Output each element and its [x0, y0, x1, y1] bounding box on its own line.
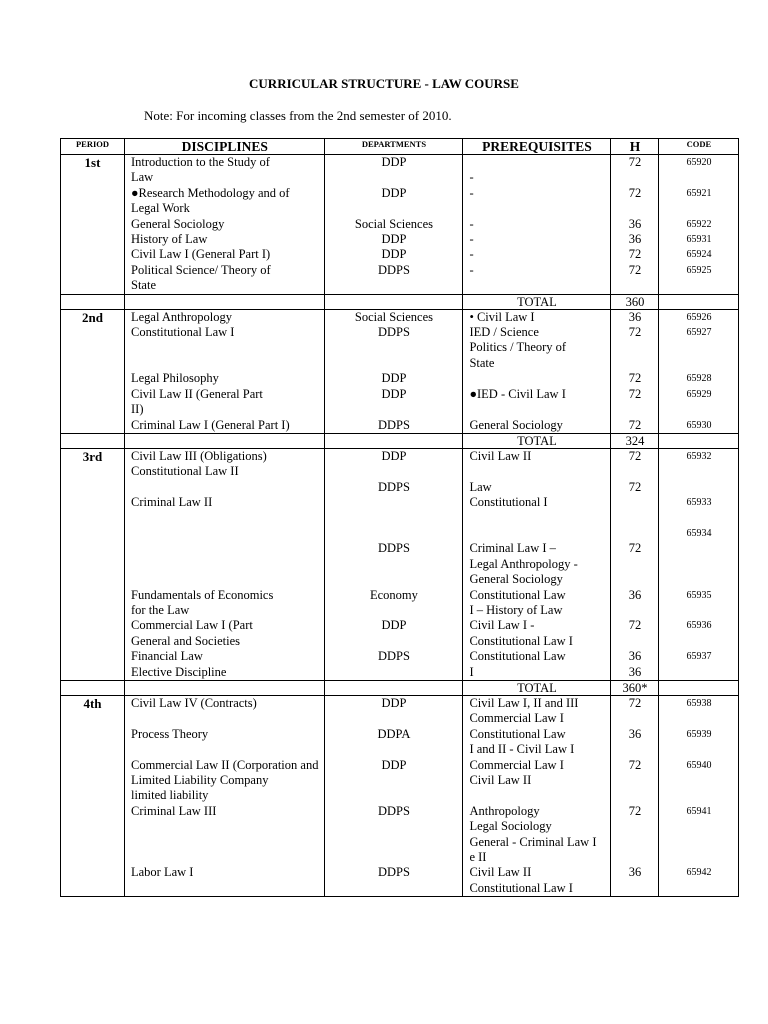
hours-line: 72: [628, 696, 642, 710]
discipline-line: [131, 526, 318, 541]
code-line: [665, 201, 732, 216]
discipline-line: Commercial Law I (Part: [131, 618, 253, 633]
department-line: DDPS: [377, 479, 410, 494]
codes-cell: [659, 155, 739, 295]
department-line: DDPS: [377, 865, 410, 880]
code-line: [665, 711, 732, 726]
department-line: DDPS: [377, 262, 410, 277]
hours-line: [617, 495, 652, 510]
discipline-line: [131, 850, 318, 865]
header-hours: H: [611, 139, 659, 155]
discipline-line: [131, 557, 318, 572]
code-line: 65938: [686, 698, 712, 709]
prerequisite-line: Constitutional Law I: [469, 880, 573, 895]
discipline-line: Law: [131, 170, 154, 185]
discipline-line: Labor Law I: [131, 865, 194, 880]
total-empty-cell: [325, 433, 463, 448]
department-line: [331, 495, 456, 510]
total-empty-cell: [61, 681, 125, 696]
discipline-line: Fundamentals of Economics: [131, 587, 274, 602]
hours-line: [617, 881, 652, 896]
total-label: TOTAL: [463, 681, 611, 696]
total-hours: 360: [611, 294, 659, 309]
department-line: [331, 402, 456, 417]
prerequisite-line: Civil Law II: [469, 773, 532, 788]
hours-line: 72: [628, 618, 642, 633]
discipline-line: Civil Law IV (Contracts): [131, 696, 257, 710]
code-line: 65942: [686, 867, 712, 879]
discipline-line: State: [131, 278, 156, 293]
prerequisite-line: [469, 788, 604, 803]
hours-line: 72: [628, 541, 642, 556]
prerequisite-line: I – History of Law: [469, 602, 563, 617]
hours-line: 72: [628, 155, 642, 169]
prerequisite-line: General - Criminal Law I: [469, 834, 597, 849]
header-disciplines: DISCIPLINES: [125, 139, 325, 155]
code-line: [665, 356, 732, 371]
prerequisite-line: Civil Law I, II and III: [469, 696, 579, 710]
code-line: 65936: [686, 620, 712, 632]
department-line: DDPS: [377, 649, 410, 664]
prerequisite-line: -: [469, 247, 474, 262]
discipline-line: limited liability: [131, 788, 209, 803]
hours-line: 72: [628, 417, 642, 432]
curriculum-table: [60, 138, 739, 897]
hours-line: [617, 773, 652, 788]
discipline-line: Civil Law I (General Part I): [131, 247, 271, 262]
code-line: 65924: [686, 249, 712, 261]
discipline-line: [131, 819, 318, 834]
hours-line: 72: [628, 386, 642, 401]
department-line: DDPS: [377, 803, 410, 818]
code-line: [665, 603, 732, 618]
disciplines-cell: [125, 309, 325, 433]
hours-line: 72: [628, 262, 642, 277]
hours-line: 72: [628, 448, 642, 463]
prerequisite-line: Constitutional Law: [469, 649, 566, 664]
code-line: 65940: [686, 759, 712, 771]
period-label: 4th: [61, 696, 125, 897]
hours-line: 72: [628, 371, 642, 386]
hours-line: [617, 788, 652, 803]
total-empty-cell: [325, 294, 463, 309]
code-line: 65935: [686, 589, 712, 601]
code-line: [665, 665, 732, 680]
department-line: [331, 572, 456, 587]
discipline-line: [131, 711, 318, 726]
department-line: [331, 850, 456, 865]
code-line: [665, 773, 732, 788]
departments-cell: [325, 448, 463, 680]
total-empty-cell: [659, 433, 739, 448]
discipline-line: [131, 480, 318, 495]
document-title: CURRICULAR STRUCTURE - LAW COURSE: [249, 76, 519, 91]
hours-cell: [611, 696, 659, 897]
department-line: [331, 819, 456, 834]
prerequisite-line: -: [469, 216, 474, 231]
prerequisites-cell: [463, 448, 611, 680]
hours-line: [617, 464, 652, 479]
department-line: [331, 557, 456, 572]
department-line: DDP: [381, 757, 407, 772]
discipline-line: Limited Liability Company: [131, 773, 269, 788]
hours-line: [617, 402, 652, 417]
prerequisite-line: State: [469, 355, 495, 370]
hours-line: [617, 557, 652, 572]
hours-line: [617, 819, 652, 834]
hours-line: 36: [628, 726, 642, 741]
hours-line: [617, 835, 652, 850]
code-line: [665, 788, 732, 803]
code-line: 65925: [686, 264, 712, 276]
discipline-line: [131, 742, 318, 757]
code-line: 65921: [686, 187, 712, 199]
prerequisite-line: ●IED - Civil Law I: [469, 386, 566, 401]
prerequisite-line: -: [469, 232, 474, 247]
hours-line: [617, 340, 652, 355]
codes-cell: [659, 448, 739, 680]
hours-line: 36: [628, 865, 642, 880]
prerequisite-line: Commercial Law I: [469, 711, 564, 726]
total-hours: 360*: [611, 681, 659, 696]
period-row: [61, 448, 739, 680]
code-line: [665, 835, 732, 850]
department-line: [331, 511, 456, 526]
hours-line: 72: [628, 803, 642, 818]
prerequisites-cell: [463, 309, 611, 433]
department-line: [331, 356, 456, 371]
department-line: [331, 835, 456, 850]
prerequisite-line: Law: [469, 479, 492, 494]
discipline-line: Constitutional Law II: [131, 464, 239, 479]
period-row: [61, 696, 739, 897]
prerequisite-line: General Sociology: [469, 417, 563, 432]
department-line: [331, 634, 456, 649]
discipline-line: Elective Discipline: [131, 664, 227, 679]
discipline-line: Criminal Law III: [131, 803, 217, 818]
prerequisite-line: IED / Science: [469, 325, 539, 340]
hours-line: [617, 603, 652, 618]
department-line: DDP: [381, 618, 407, 633]
hours-line: 36: [628, 232, 642, 247]
total-row: [61, 294, 739, 309]
hours-line: [617, 711, 652, 726]
hours-line: 72: [628, 185, 642, 200]
hours-cell: [611, 155, 659, 295]
discipline-line: Commercial Law II (Corporation and: [131, 757, 319, 772]
period-label: 3rd: [61, 448, 125, 680]
discipline-line: Legal Work: [131, 201, 190, 216]
department-line: [331, 742, 456, 757]
code-line: 65927: [686, 327, 712, 339]
code-line: [665, 572, 732, 587]
hours-line: 36: [628, 587, 642, 602]
disciplines-cell: [125, 696, 325, 897]
prerequisite-line: [469, 201, 604, 216]
code-line: [665, 464, 732, 479]
discipline-line: II): [131, 402, 144, 417]
department-line: DDP: [381, 247, 407, 262]
hours-line: [617, 572, 652, 587]
department-line: [331, 170, 456, 185]
code-line: 65934: [686, 527, 712, 539]
department-line: [331, 881, 456, 896]
prerequisites-cell: [463, 696, 611, 897]
hours-line: 72: [628, 247, 642, 262]
prerequisite-line: Legal Sociology: [469, 819, 552, 834]
total-empty-cell: [659, 294, 739, 309]
total-empty-cell: [61, 433, 125, 448]
department-line: DDPS: [377, 417, 410, 432]
discipline-line: [131, 511, 318, 526]
prerequisite-line: • Civil Law I: [469, 309, 535, 324]
header-code: CODE: [659, 139, 739, 155]
total-empty-cell: [125, 433, 325, 448]
prerequisite-line: -: [469, 170, 474, 185]
prerequisite-line: Criminal Law I –: [469, 541, 556, 556]
discipline-line: [131, 835, 318, 850]
departments-cell: [325, 696, 463, 897]
period-row: [61, 155, 739, 295]
code-line: 65941: [686, 805, 712, 817]
prerequisite-line: [469, 526, 604, 541]
codes-cell: [659, 309, 739, 433]
code-line: 65931: [686, 234, 712, 246]
code-line: [665, 340, 732, 355]
prerequisite-line: Civil Law I -: [469, 618, 535, 633]
hours-line: 72: [628, 479, 642, 494]
prerequisite-line: Constitutional Law: [469, 587, 566, 602]
period-label: 1st: [61, 155, 125, 295]
discipline-line: General Sociology: [131, 216, 225, 231]
department-line: DDPS: [377, 325, 410, 340]
code-line: 65939: [686, 728, 712, 740]
hours-line: [617, 511, 652, 526]
discipline-line: Legal Anthropology: [131, 309, 233, 324]
code-line: 65932: [686, 450, 712, 462]
code-line: [665, 480, 732, 495]
total-row: [61, 433, 739, 448]
hours-line: [617, 201, 652, 216]
hours-line: 72: [628, 757, 642, 772]
total-hours: 324: [611, 433, 659, 448]
department-line: [331, 603, 456, 618]
hours-line: 36: [628, 216, 642, 231]
department-line: DDP: [381, 696, 407, 710]
discipline-line: General and Societies: [131, 633, 240, 648]
disciplines-cell: [125, 448, 325, 680]
code-line: [665, 634, 732, 649]
department-line: DDP: [381, 448, 407, 463]
code-line: [665, 170, 732, 185]
total-empty-cell: [61, 294, 125, 309]
hours-line: 36: [628, 309, 642, 324]
prerequisite-line: Constitutional I: [469, 495, 548, 510]
hours-line: [617, 170, 652, 185]
discipline-line: [131, 541, 318, 556]
prerequisite-line: Legal Anthropology -: [469, 556, 578, 571]
discipline-line: Political Science/ Theory of: [131, 262, 271, 277]
hours-line: 36: [628, 664, 642, 679]
prerequisite-line: General Sociology: [469, 572, 563, 587]
code-line: [665, 541, 732, 556]
prerequisite-line: [469, 371, 604, 386]
total-label: TOTAL: [463, 433, 611, 448]
department-line: [331, 773, 456, 788]
department-line: [331, 788, 456, 803]
code-line: [665, 850, 732, 865]
prerequisite-line: I and II - Civil Law I: [469, 742, 575, 757]
code-line: 65928: [686, 373, 712, 385]
prerequisite-line: e II: [469, 850, 487, 865]
discipline-line: Process Theory: [131, 726, 209, 741]
discipline-line: [131, 881, 318, 896]
prerequisites-cell: [463, 155, 611, 295]
department-line: [331, 526, 456, 541]
discipline-line: Criminal Law II: [131, 495, 213, 510]
hours-line: 36: [628, 649, 642, 664]
prerequisite-line: Anthropology: [469, 803, 540, 818]
discipline-line: [131, 572, 318, 587]
code-line: 65920: [686, 157, 712, 168]
discipline-line: Financial Law: [131, 649, 203, 664]
prerequisite-line: Civil Law II: [469, 448, 532, 463]
total-label: TOTAL: [463, 294, 611, 309]
discipline-line: for the Law: [131, 602, 190, 617]
code-line: 65926: [686, 311, 712, 323]
department-line: Economy: [369, 587, 418, 602]
hours-line: 72: [628, 325, 642, 340]
department-line: Social Sciences: [354, 216, 433, 231]
disciplines-cell: [125, 155, 325, 295]
header-period: PERIOD: [61, 139, 125, 155]
codes-cell: [659, 696, 739, 897]
total-row: [61, 681, 739, 696]
header-prerequisites: PREREQUISITES: [463, 139, 611, 155]
department-line: [331, 665, 456, 680]
header-row: [61, 139, 739, 155]
discipline-line: History of Law: [131, 232, 208, 247]
hours-cell: [611, 448, 659, 680]
code-line: [665, 881, 732, 896]
department-line: [331, 340, 456, 355]
department-line: DDPA: [377, 726, 411, 741]
discipline-line: Criminal Law I (General Part I): [131, 417, 290, 432]
total-empty-cell: [325, 681, 463, 696]
code-line: 65930: [686, 419, 712, 431]
code-line: [665, 742, 732, 757]
departments-cell: [325, 309, 463, 433]
discipline-line: Civil Law II (General Part: [131, 386, 263, 401]
department-line: DDP: [381, 371, 407, 386]
prerequisite-line: -: [469, 185, 474, 200]
code-line: [665, 402, 732, 417]
prerequisite-line: -: [469, 262, 474, 277]
code-line: [665, 819, 732, 834]
code-line: [665, 511, 732, 526]
period-label: 2nd: [61, 309, 125, 433]
department-line: DDP: [381, 185, 407, 200]
departments-cell: [325, 155, 463, 295]
total-empty-cell: [659, 681, 739, 696]
discipline-line: Legal Philosophy: [131, 371, 219, 386]
code-line: [665, 557, 732, 572]
total-empty-cell: [125, 294, 325, 309]
prerequisite-line: Commercial Law I: [469, 757, 564, 772]
prerequisite-line: Constitutional Law: [469, 726, 566, 741]
discipline-line: [131, 356, 318, 371]
prerequisite-line: Politics / Theory of: [469, 340, 567, 355]
prerequisite-line: [469, 511, 604, 526]
prerequisite-line: I: [469, 664, 474, 679]
hours-cell: [611, 309, 659, 433]
department-line: [331, 201, 456, 216]
department-line: DDP: [381, 155, 407, 169]
discipline-line: Introduction to the Study of: [131, 155, 270, 169]
department-line: Social Sciences: [354, 309, 433, 324]
discipline-line: Civil Law III (Obligations): [131, 448, 267, 463]
discipline-line: Constitutional Law I: [131, 325, 235, 340]
prerequisite-line: Civil Law II: [469, 865, 532, 880]
prerequisite-line: [469, 402, 604, 417]
department-line: DDP: [381, 386, 407, 401]
department-line: DDP: [381, 232, 407, 247]
document-note: Note: For incoming classes from the 2nd semester of 2010.: [144, 108, 452, 123]
header-departments: DEPARTMENTS: [325, 139, 463, 155]
hours-line: [617, 634, 652, 649]
discipline-line: ●Research Methodology and of: [131, 185, 290, 200]
code-line: 65929: [686, 388, 712, 400]
hours-line: [617, 526, 652, 541]
total-empty-cell: [125, 681, 325, 696]
period-row: [61, 309, 739, 433]
hours-line: [617, 742, 652, 757]
department-line: [331, 464, 456, 479]
code-line: 65937: [686, 651, 712, 663]
discipline-line: [131, 340, 318, 355]
code-line: 65933: [686, 497, 712, 509]
code-line: 65922: [686, 218, 712, 230]
prerequisite-line: [469, 155, 604, 170]
hours-line: [617, 850, 652, 865]
prerequisite-line: [469, 464, 604, 479]
prerequisite-line: Constitutional Law I: [469, 633, 573, 648]
department-line: [331, 711, 456, 726]
department-line: DDPS: [377, 541, 410, 556]
hours-line: [617, 356, 652, 371]
